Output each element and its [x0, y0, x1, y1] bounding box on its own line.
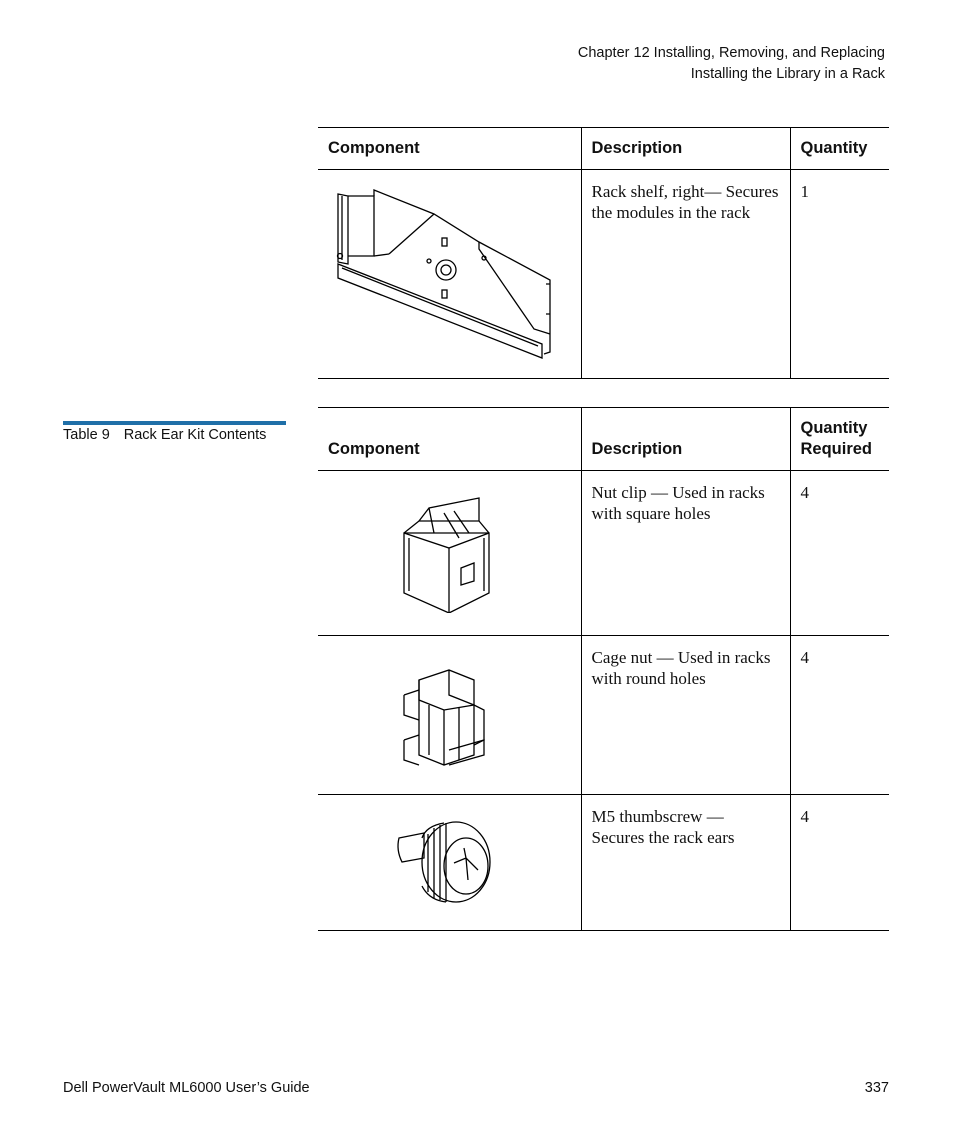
column-header-description: Description — [581, 408, 790, 471]
running-header — [578, 43, 885, 85]
chapter-title: Chapter 12 Installing, Removing, and Replacing — [577, 45, 885, 61]
column-header-quantity: Quantity — [790, 128, 889, 170]
component-image-cell — [318, 795, 581, 931]
cage-nut-illustration — [399, 660, 499, 770]
footer-guide-title: Dell PowerVault ML6000 User’s Guide — [63, 1080, 310, 1096]
quantity-cell: 4 — [790, 471, 889, 636]
description-cell: Cage nut — Used in racks with round holes — [581, 636, 790, 795]
quantity-cell: 4 — [790, 795, 889, 931]
table-header-row — [318, 128, 889, 170]
description-cell: Rack shelf, right— Secures the modules in the rack — [581, 170, 790, 379]
quantity-cell: 1 — [790, 170, 889, 379]
column-header-component: Component — [318, 128, 581, 170]
table-row — [318, 170, 889, 379]
component-image-cell — [318, 170, 581, 379]
table-caption-number: Table 9 — [63, 427, 110, 443]
table-caption — [63, 427, 266, 443]
rack-shelf-table — [318, 127, 889, 379]
thumbscrew-illustration — [394, 818, 504, 908]
section-title: Installing the Library in a Rack — [690, 66, 885, 82]
caption-rule — [63, 421, 286, 425]
table-header-row — [318, 408, 889, 471]
component-image-cell — [318, 471, 581, 636]
column-header-component: Component — [318, 408, 581, 471]
description-cell: Nut clip — Used in racks with square holes — [581, 471, 790, 636]
column-header-description: Description — [581, 128, 790, 170]
column-header-quantity-required: Quantity Required — [790, 408, 889, 471]
component-image-cell — [318, 636, 581, 795]
description-cell: M5 thumbscrew — Secures the rack ears — [581, 795, 790, 931]
rack-shelf-illustration — [334, 184, 564, 364]
table-row — [318, 471, 889, 636]
table-caption-title: Rack Ear Kit Contents — [123, 427, 267, 443]
table-row — [318, 795, 889, 931]
rack-ear-kit-table — [318, 407, 889, 931]
quantity-cell: 4 — [790, 636, 889, 795]
nut-clip-illustration — [399, 493, 499, 613]
page-number: 337 — [864, 1080, 889, 1096]
table-row — [318, 636, 889, 795]
